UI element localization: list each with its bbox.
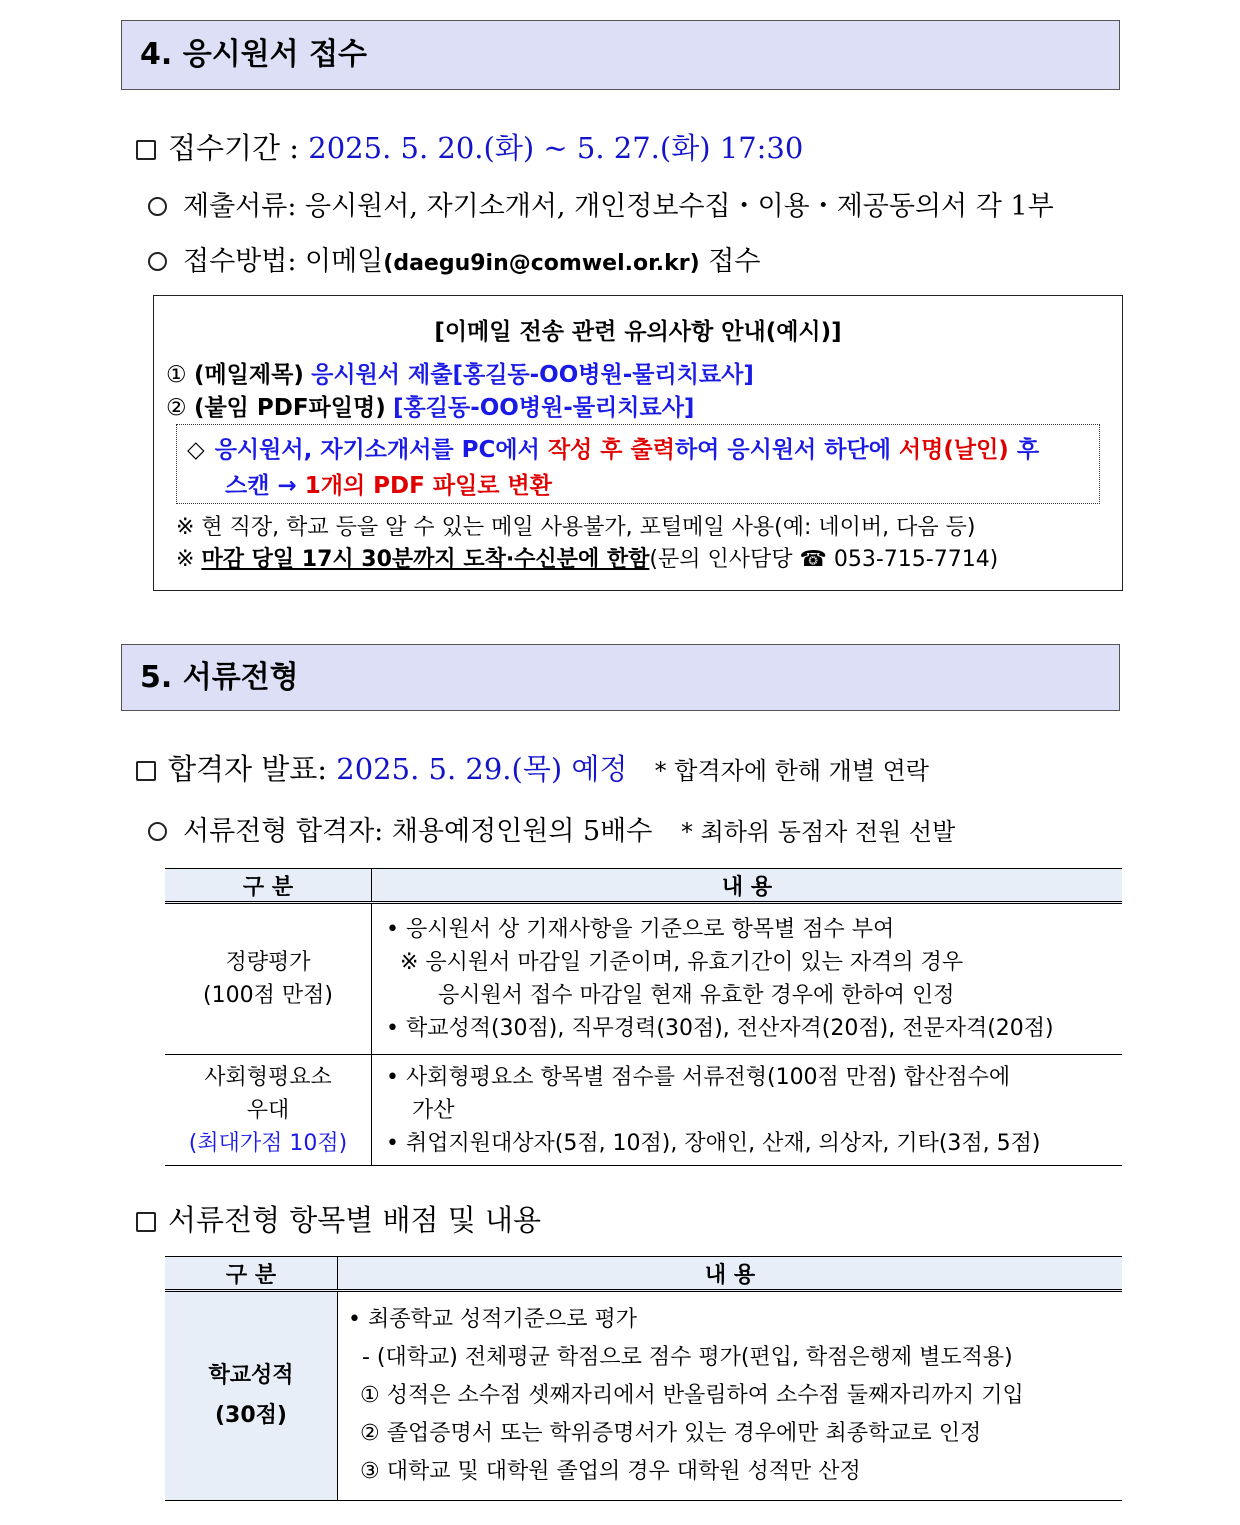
announce-label: 합격자 발표: <box>168 752 328 786</box>
notice-title: [이메일 전송 관련 유의사항 안내(예시)] <box>434 319 842 345</box>
row1-line: 응시원서 접수 마감일 현재 유효한 경우에 한하여 인정 <box>438 983 955 1008</box>
notice-inner-box <box>176 424 1100 504</box>
table2-label-line2: (30점) <box>215 1403 287 1428</box>
checkbox-square-icon <box>136 140 156 160</box>
inner-part-5: 후 <box>1008 437 1040 463</box>
method-prefix: 접수방법: 이메일 <box>183 246 384 277</box>
circle-bullet-icon <box>148 197 167 216</box>
inner-line2-a: 스캔 → <box>225 473 305 499</box>
row2-label-line3: (최대가점 10점) <box>188 1130 348 1156</box>
row2-label-line2: 우대 <box>246 1097 290 1123</box>
table2-line: ② 졸업증명서 또는 학위증명서가 있는 경우에만 최종학교로 인정 <box>360 1421 982 1446</box>
note2-rest: (문의 인사담당 ☎ 053-715-7714) <box>649 547 999 572</box>
note2-bold: 마감 당일 17시 30분까지 도착·수신분에 한함 <box>201 547 650 572</box>
period-label: 접수기간 : <box>168 131 300 165</box>
row2-label-line1: 사회형평요소 <box>204 1064 332 1090</box>
scoring-title: 서류전형 항목별 배점 및 내용 <box>168 1203 542 1237</box>
scoring-title-line <box>136 1200 541 1240</box>
notice-item-2 <box>166 389 694 422</box>
section5-title: 5. 서류전형 <box>140 660 299 695</box>
row1-label-line2: (100점 만점) <box>203 983 333 1008</box>
docs-text: 제출서류: 응시원서, 자기소개서, 개인정보수집・이용・제공동의서 각 1부 <box>183 191 1054 222</box>
section5-header <box>121 644 1120 711</box>
pass-text: 서류전형 합격자: 채용예정인원의 5배수 <box>183 816 653 847</box>
inner-part-4: 서명(날인) <box>898 437 1009 463</box>
period-line <box>136 128 803 168</box>
section4-header <box>121 20 1120 90</box>
row1-line: ※ 응시원서 마감일 기준이며, 유효기간이 있는 자격의 경우 <box>400 950 964 975</box>
table2-header-category: 구 분 <box>165 1257 338 1291</box>
table1-header-category: 구 분 <box>165 869 372 903</box>
announce-line <box>136 749 929 791</box>
item2-value: [홍길동-OO병원-물리치료사] <box>393 395 695 421</box>
row2-line: • 사회형평요소 항목별 점수를 서류전형(100점 만점) 합산점수에 <box>386 1064 1011 1090</box>
diamond-bullet-icon: ◇ <box>187 437 205 463</box>
table2-row1-label <box>165 1291 338 1501</box>
inner-part-1: 응시원서, 자기소개서를 PC에서 <box>214 437 548 463</box>
item1-value: 응시원서 제출[홍길동-OO병원-물리치료사] <box>311 362 754 388</box>
circle-bullet-icon <box>148 822 167 841</box>
scoring-table <box>165 1256 1122 1501</box>
table2-row1-content <box>338 1291 1123 1501</box>
inner-part-2: 작성 후 출력 <box>547 437 675 463</box>
method-email: (daegu9in@comwel.or.kr) <box>383 251 700 276</box>
checkbox-square-icon <box>136 761 156 781</box>
notice-note-1: ※ 현 직장, 학교 등을 알 수 있는 메일 사용불가, 포털메일 사용(예: 네이버, 다음 등) <box>176 515 976 540</box>
inner-line-1 <box>187 431 1039 464</box>
table1-row2-content <box>372 1055 1123 1166</box>
notice-item-1 <box>166 356 754 389</box>
table2-header-content: 내 용 <box>338 1257 1123 1291</box>
pass-note: * 최하위 동점자 전원 선발 <box>680 818 956 846</box>
table2-line: ① 성적은 소수점 셋째자리에서 반올림하여 소수점 둘째자리까지 기입 <box>360 1383 1024 1408</box>
period-value: 2025. 5. 20.(화) ~ 5. 27.(화) 17:30 <box>308 131 804 165</box>
checkbox-square-icon <box>136 1212 156 1232</box>
table2-line: ③ 대학교 및 대학원 졸업의 경우 대학원 성적만 산정 <box>360 1459 861 1484</box>
pass-line <box>148 813 955 851</box>
table1-row1-content <box>372 903 1123 1055</box>
email-notice-box <box>153 295 1123 591</box>
announce-value: 2025. 5. 29.(목) 예정 <box>336 752 628 786</box>
row1-line: • 응시원서 상 기재사항을 기준으로 항목별 점수 부여 <box>386 917 895 942</box>
notice-note-2 <box>176 542 998 573</box>
evaluation-table <box>165 868 1122 1166</box>
table2-label-line1: 학교성적 <box>208 1363 294 1388</box>
table2-line: - (대학교) 전체평균 학점으로 점수 평가(편입, 학점은행제 별도적용) <box>362 1345 1013 1370</box>
row1-line: • 학교성적(30점), 직무경력(30점), 전산자격(20점), 전문자격(20점) <box>386 1016 1054 1041</box>
table1-header-content: 내 용 <box>372 869 1123 903</box>
row2-line: 가산 <box>412 1097 455 1123</box>
inner-part-3: 하여 응시원서 하단에 <box>674 437 899 463</box>
circled-one: ① <box>166 362 187 388</box>
method-line <box>148 243 760 283</box>
section4-title: 4. 응시원서 접수 <box>140 37 368 72</box>
method-suffix: 접수 <box>708 246 761 277</box>
circle-bullet-icon <box>148 252 167 271</box>
note2-mark: ※ <box>176 547 202 572</box>
row2-line: • 취업지원대상자(5점, 10점), 장애인, 산재, 의상자, 기타(3점, 5점) <box>386 1130 1041 1156</box>
item2-label: (붙임 PDF파일명) <box>193 395 386 421</box>
item1-label: (메일제목) <box>193 362 304 388</box>
inner-line2-b: 1개의 PDF 파일로 변환 <box>304 473 552 499</box>
announce-note: * 합격자에 한해 개별 연락 <box>654 757 929 785</box>
table1-row2-label <box>165 1055 372 1166</box>
table1-row1-label <box>165 903 372 1055</box>
inner-line-2 <box>225 467 552 500</box>
circled-two: ② <box>166 395 187 421</box>
table2-line: • 최종학교 성적기준으로 평가 <box>348 1307 637 1332</box>
docs-line <box>148 188 1054 226</box>
row1-label-line1: 정량평가 <box>225 950 311 975</box>
